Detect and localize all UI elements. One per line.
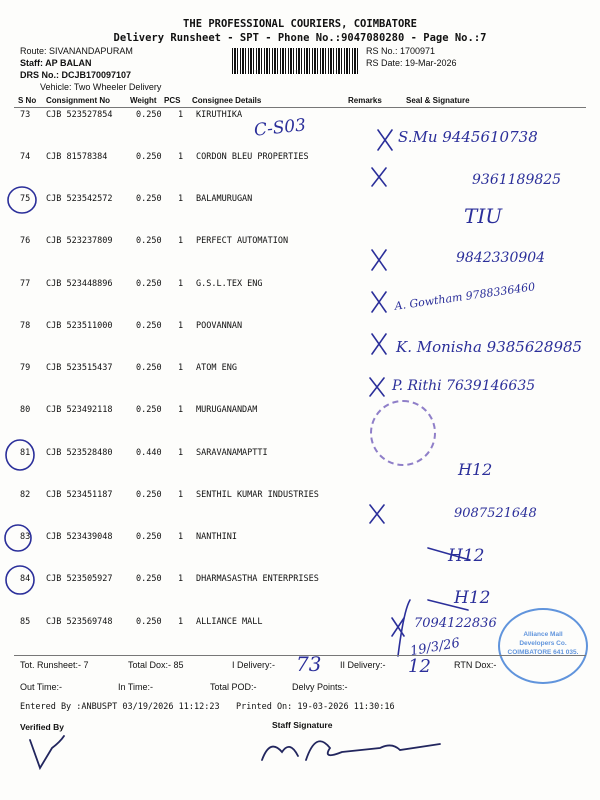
cell-weight: 0.250 <box>136 574 162 584</box>
out-time: Out Time:- <box>20 682 63 692</box>
rtn-dox: RTN Dox:- <box>454 660 497 670</box>
cell-pcs: 1 <box>178 152 184 162</box>
runsheet-title: Delivery Runsheet - SPT - Phone No.:9047080280 - Page No.:7 <box>113 32 487 44</box>
cell-pcs: 1 <box>178 321 184 331</box>
cell-sno: 81 <box>20 448 31 458</box>
cell-consignment: CJB 523569748 <box>46 617 113 627</box>
route-label: Route: SIVANANDAPURAM <box>20 46 133 56</box>
cell-sno: 73 <box>20 110 31 120</box>
handwritten-note: S.Mu 9445610738 <box>398 128 538 146</box>
stamp-text: Alliance Mall Developers Co. COIMBATORE 641 035. <box>507 631 579 656</box>
printed-on: Printed On: 19-03-2026 11:30:16 <box>236 702 395 712</box>
cell-consignee: ALLIANCE MALL <box>196 617 263 627</box>
cell-consignee: POOVANNAN <box>196 321 243 331</box>
col-pcs: PCS <box>164 96 181 105</box>
cell-pcs: 1 <box>178 574 184 584</box>
handwritten-note: H12 <box>448 546 485 566</box>
handwritten-note: 9087521648 <box>454 506 537 521</box>
cell-sno: 78 <box>20 321 31 331</box>
company-title: THE PROFESSIONAL COURIERS, COIMBATORE <box>183 18 417 30</box>
cell-weight: 0.250 <box>136 321 162 331</box>
cell-consignee: MURUGANANDAM <box>196 405 258 415</box>
cell-consignee: DHARMASASTHA ENTERPRISES <box>196 574 319 584</box>
vehicle-label: Vehicle: Two Wheeler Delivery <box>40 82 162 92</box>
col-consignee: Consignee Details <box>192 96 262 105</box>
cell-sno: 74 <box>20 152 31 162</box>
entered-by: Entered By :ANBUSPT 03/19/2026 11:12:23 <box>20 702 220 712</box>
tot-runsheet: Tot. Runsheet:- 7 <box>20 660 89 670</box>
cell-consignee: BALAMURUGAN <box>196 194 253 204</box>
cell-consignment: CJB 523527854 <box>46 110 113 120</box>
verifier-signature <box>30 736 64 768</box>
handwritten-note: P. Rithi 7639146635 <box>392 378 536 394</box>
cell-weight: 0.250 <box>136 617 162 627</box>
col-seal-signature: Seal & Signature <box>406 96 470 105</box>
cell-weight: 0.250 <box>136 152 162 162</box>
cell-consignee: ATOM ENG <box>196 363 237 373</box>
staff-signature-label: Staff Signature <box>272 720 333 730</box>
cell-pcs: 1 <box>178 194 184 204</box>
cell-pcs: 1 <box>178 236 184 246</box>
cell-consignee: SENTHIL KUMAR INDUSTRIES <box>196 490 319 500</box>
cell-pcs: 1 <box>178 490 184 500</box>
verified-by-label: Verified By <box>20 722 64 732</box>
cell-consignee: PERFECT AUTOMATION <box>196 236 289 246</box>
cell-pcs: 1 <box>178 110 184 120</box>
handwritten-note: C-S03 <box>253 115 307 141</box>
cell-sno: 82 <box>20 490 31 500</box>
cell-pcs: 1 <box>178 405 184 415</box>
cell-sno: 83 <box>20 532 31 542</box>
first-delivery: I Delivery:- <box>232 660 276 670</box>
handwritten-delivered: 73 <box>296 652 322 676</box>
col-weight: Weight <box>130 96 157 105</box>
handwritten-note: H12 <box>454 588 491 608</box>
handwritten-note: H12 <box>458 460 493 479</box>
total-dox: Total Dox:- 85 <box>128 660 184 670</box>
cell-consignee: NANTHINI <box>196 532 237 542</box>
second-delivery: II Delivery:- <box>340 660 386 670</box>
handwritten-note: 9361189825 <box>472 172 562 188</box>
cell-weight: 0.250 <box>136 532 162 542</box>
col-consignment: Consignment No <box>46 96 110 105</box>
total-pod: Total POD:- <box>210 682 257 692</box>
handwritten-note: TIU <box>464 204 503 228</box>
staff-label: Staff: AP BALAN <box>20 58 92 68</box>
cell-consignment: CJB 523511000 <box>46 321 113 331</box>
cell-sno: 85 <box>20 617 31 627</box>
cell-pcs: 1 <box>178 448 184 458</box>
handwritten-date: 19/3/26 <box>409 635 462 660</box>
col-remarks: Remarks <box>348 96 382 105</box>
cell-consignment: CJB 523505927 <box>46 574 113 584</box>
handwritten-note: A. Gowtham 9788336460 <box>393 280 536 313</box>
drs-label: DRS No.: DCJB170097107 <box>20 70 132 80</box>
cell-weight: 0.250 <box>136 236 162 246</box>
rs-number: RS No.: 1700971 <box>366 46 436 56</box>
cell-consignment: CJB 523542572 <box>46 194 113 204</box>
cell-consignment: CJB 81578384 <box>46 152 108 162</box>
cell-consignee: CORDON BLEU PROPERTIES <box>196 152 309 162</box>
cell-consignment: CJB 523448896 <box>46 279 113 289</box>
handwritten-note: 9842330904 <box>456 250 546 266</box>
cell-consignment: CJB 523492118 <box>46 405 113 415</box>
cell-sno: 77 <box>20 279 31 289</box>
cell-weight: 0.250 <box>136 110 162 120</box>
cell-sno: 79 <box>20 363 31 373</box>
cell-consignment: CJB 523515437 <box>46 363 113 373</box>
cell-pcs: 1 <box>178 532 184 542</box>
cell-consignment: CJB 523451187 <box>46 490 113 500</box>
cell-weight: 0.440 <box>136 448 162 458</box>
cell-consignment: CJB 523237809 <box>46 236 113 246</box>
cell-consignment: CJB 523439048 <box>46 532 113 542</box>
rs-date: RS Date: 19-Mar-2026 <box>366 58 457 68</box>
cell-weight: 0.250 <box>136 194 162 204</box>
handwritten-note: 7094122836 <box>414 616 497 631</box>
staff-signature <box>262 741 440 760</box>
delivery-points: Delvy Points:- <box>292 682 348 692</box>
cell-weight: 0.250 <box>136 405 162 415</box>
cell-sno: 84 <box>20 574 31 584</box>
cell-consignee: KIRUTHIKA <box>196 110 243 120</box>
handwritten-note: K. Monisha 9385628985 <box>396 338 583 356</box>
cell-consignee: SARAVANAMAPTTI <box>196 448 268 458</box>
cell-weight: 0.250 <box>136 279 162 289</box>
cell-sno: 75 <box>20 194 31 204</box>
cell-pcs: 1 <box>178 617 184 627</box>
cell-weight: 0.250 <box>136 363 162 373</box>
cell-consignment: CJB 523528480 <box>46 448 113 458</box>
col-sno: S No <box>18 96 37 105</box>
cell-weight: 0.250 <box>136 490 162 500</box>
cell-sno: 76 <box>20 236 31 246</box>
cell-pcs: 1 <box>178 363 184 373</box>
cell-consignee: G.S.L.TEX ENG <box>196 279 263 289</box>
cell-pcs: 1 <box>178 279 184 289</box>
handwritten-not-delivered: 12 <box>408 656 431 677</box>
in-time: In Time:- <box>118 682 154 692</box>
cell-sno: 80 <box>20 405 31 415</box>
